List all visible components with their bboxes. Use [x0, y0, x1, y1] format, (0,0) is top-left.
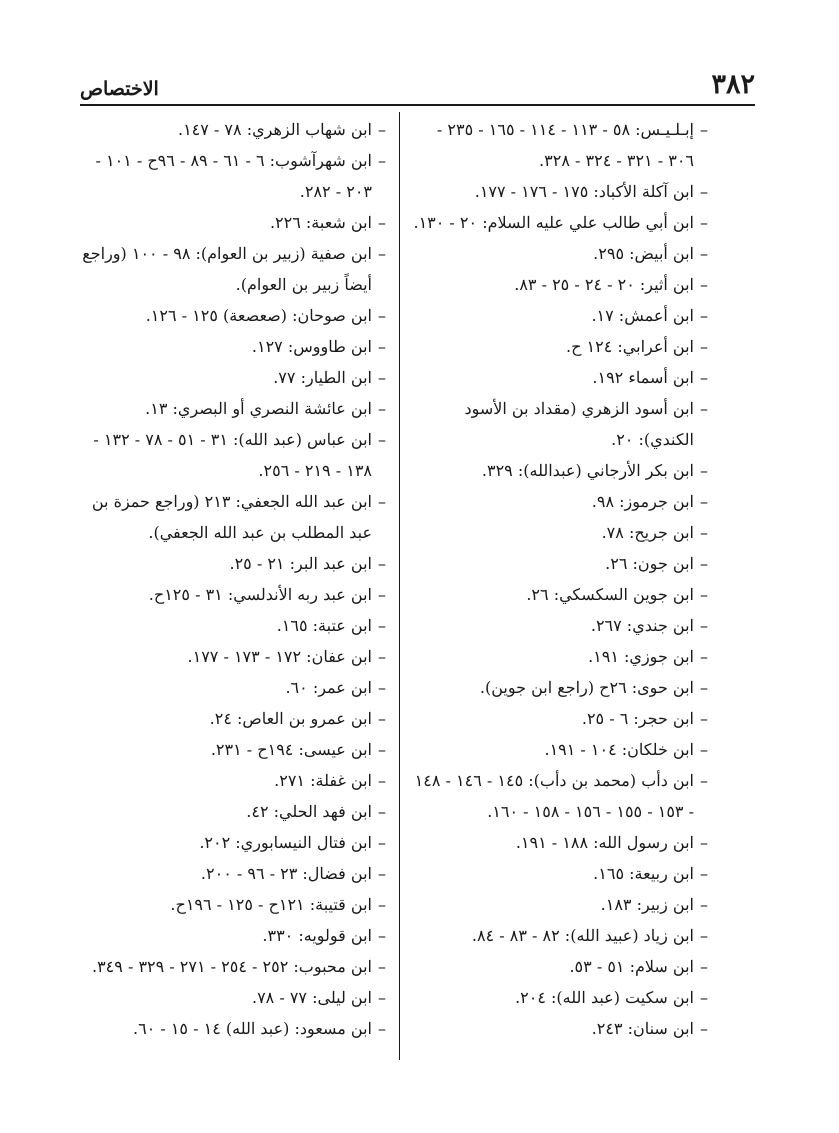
- index-entry: – ابن سنان: ٢٤٣.: [408, 1013, 708, 1044]
- index-entry: – ابن فتال النيسابوري: ٢٠٢.: [80, 827, 386, 858]
- index-entry: – ابن ليلى: ٧٧ - ٧٨.: [80, 982, 386, 1013]
- index-entry: – ابن قولويه: ٣٣٠.: [80, 920, 386, 951]
- index-entry: – إبـلـيـس: ٥٨ - ١١٣ - ١١٤ - ١٦٥ - ٢٣٥ - ٣٠٦ - ٣٢١ - ٣٢٤ - ٣٢٨.: [408, 114, 708, 176]
- index-entry: – ابن عمر: ٦٠.: [80, 672, 386, 703]
- index-entry: – ابن بكر الأرجاني (عبدالله): ٣٢٩.: [408, 455, 708, 486]
- column-divider: [399, 112, 400, 1060]
- index-entry: – ابن شهرآشوب: ٦ - ٦١ - ٨٩ - ٩٦ح - ١٠١ - ٢٠٣ - ٢٨٢.: [80, 145, 386, 207]
- index-entry: – ابن جندي: ٢٦٧.: [408, 610, 708, 641]
- index-entry: – ابن عبد البر: ٢١ - ٢٥.: [80, 548, 386, 579]
- index-entry: – ابن أسماء ١٩٢.: [408, 362, 708, 393]
- index-entry: – ابن زياد (عبيد الله): ٨٢ - ٨٣ - ٨٤.: [408, 920, 708, 951]
- index-entry: – ابن أعمش: ١٧.: [408, 300, 708, 331]
- index-entry: – ابن صفية (زبير بن العوام): ٩٨ - ١٠٠ (وراجع أيضاً زبير بن العوام).: [80, 238, 386, 300]
- index-entry: – ابن عفان: ١٧٢ - ١٧٣ - ١٧٧.: [80, 641, 386, 672]
- index-column-right: [408, 114, 708, 1044]
- index-entry: – ابن خلكان: ١٠٤ - ١٩١.: [408, 734, 708, 765]
- index-entry: – ابن فهد الحلي: ٤٢.: [80, 796, 386, 827]
- running-title: الاختصاص: [80, 78, 159, 100]
- index-entry: – ابن أبي طالب علي عليه السلام: ٢٠ - ١٣٠.: [408, 207, 708, 238]
- index-entry: – ابن عتبة: ١٦٥.: [80, 610, 386, 641]
- index-entry: – ابن عباس (عبد الله): ٣١ - ٥١ - ٧٨ - ١٣٢ - ١٣٨ - ٢١٩ - ٢٥٦.: [80, 424, 386, 486]
- index-entry: – ابن شهاب الزهري: ٧٨ - ١٤٧.: [80, 114, 386, 145]
- index-entry: – ابن عمرو بن العاص: ٢٤.: [80, 703, 386, 734]
- index-entry: – ابن سكيت (عبد الله): ٢٠٤.: [408, 982, 708, 1013]
- index-entry: – ابن غفلة: ٢٧١.: [80, 765, 386, 796]
- index-entry: – ابن جوزي: ١٩١.: [408, 641, 708, 672]
- index-entry: – ابن جوين السكسكي: ٢٦.: [408, 579, 708, 610]
- index-entry: – ابن قتيبة: ١٢١ح - ١٢٥ - ١٩٦ح.: [80, 889, 386, 920]
- index-entry: – ابن ربيعة: ١٦٥.: [408, 858, 708, 889]
- index-entry: – ابن أبيض: ٢٩٥.: [408, 238, 708, 269]
- index-entry: – ابن حوى: ٢٦ح (راجع ابن جوين).: [408, 672, 708, 703]
- index-column-left: [80, 114, 386, 1044]
- index-entry: – ابن رسول الله: ١٨٨ - ١٩١.: [408, 827, 708, 858]
- index-entry: – ابن فضال: ٢٣ - ٩٦ - ٢٠٠.: [80, 858, 386, 889]
- index-entry: – ابن جرموز: ٩٨.: [408, 486, 708, 517]
- index-entry: – ابن دأب (محمد بن دأب): ١٤٥ - ١٤٦ - ١٤٨ - ١٥٣ - ١٥٥ - ١٥٦ - ١٥٨ - ١٦٠.: [408, 765, 708, 827]
- header-rule: [80, 104, 755, 106]
- index-entry: – ابن أسود الزهري (مقداد بن الأسود الكندي): ٢٠.: [408, 393, 708, 455]
- index-entry: – ابن شعبة: ٢٢٦.: [80, 207, 386, 238]
- index-entry: – ابن عبد ربه الأندلسي: ٣١ - ١٢٥ح.: [80, 579, 386, 610]
- index-entry: – ابن جريح: ٧٨.: [408, 517, 708, 548]
- index-entry: – ابن عائشة النصري أو البصري: ١٣.: [80, 393, 386, 424]
- index-entry: – ابن طاووس: ١٢٧.: [80, 331, 386, 362]
- index-entry: – ابن آكلة الأكباد: ١٧٥ - ١٧٦ - ١٧٧.: [408, 176, 708, 207]
- page-header: [80, 60, 755, 100]
- index-entry: – ابن صوحان: (صعصعة) ١٢٥ - ١٢٦.: [80, 300, 386, 331]
- index-entry: – ابن مسعود: (عبد الله) ١٤ - ١٥ - ٦٠.: [80, 1013, 386, 1044]
- page-number: ٣٨٢: [711, 69, 755, 100]
- index-entry: – ابن أثير: ٢٠ - ٢٤ - ٢٥ - ٨٣.: [408, 269, 708, 300]
- index-entry: – ابن سلام: ٥١ - ٥٣.: [408, 951, 708, 982]
- index-entry: – ابن جون: ٢٦.: [408, 548, 708, 579]
- index-entry: – ابن الطيار: ٧٧.: [80, 362, 386, 393]
- index-entry: – ابن محبوب: ٢٥٢ - ٢٥٤ - ٢٧١ - ٣٢٩ - ٣٤٩.: [80, 951, 386, 982]
- index-entry: – ابن عيسى: ١٩٤ح - ٢٣١.: [80, 734, 386, 765]
- index-entry: – ابن عبد الله الجعفي: ٢١٣ (وراجع حمزة بن عبد المطلب بن عبد الله الجعفي).: [80, 486, 386, 548]
- index-entry: – ابن زبير: ١٨٣.: [408, 889, 708, 920]
- index-entry: – ابن حجر: ٦ - ٢٥.: [408, 703, 708, 734]
- index-entry: – ابن أعرابي: ١٢٤ ح.: [408, 331, 708, 362]
